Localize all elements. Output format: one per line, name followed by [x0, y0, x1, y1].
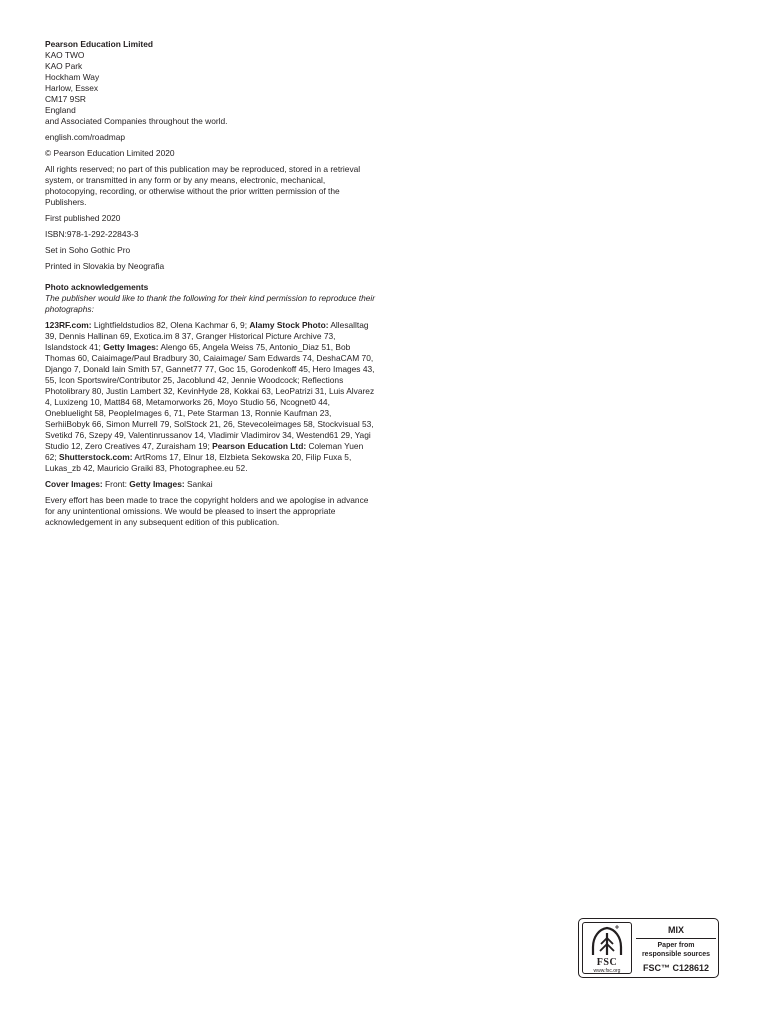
address-line: KAO Park [45, 61, 83, 71]
fsc-paper-source [636, 942, 716, 959]
credit-text: ArtRoms 17, Elnur 18, Elzbieta Sekowska 20, Filip Fuxa 5, Lukas_zb 42, Mauricio Graiki 83, Photographee.eu 52. [45, 452, 352, 473]
photo-ack-heading: Photo acknowledgements [45, 282, 149, 292]
agency-name: Shutterstock.com: [58, 452, 133, 462]
fsc-paper-line: responsible sources [641, 950, 711, 958]
fsc-paper-line: Paper from [657, 942, 695, 949]
fsc-mix-label: MIX [667, 925, 684, 935]
address-line: Harlow, Essex [45, 83, 99, 93]
copyright-line: © Pearson Education Limited 2020 [45, 148, 175, 158]
agency-name: 123RF.com: [45, 320, 92, 330]
agency-name: Getty Images: [129, 479, 185, 489]
printer-note: Printed in Slovakia by Neografia [45, 261, 165, 271]
rights-statement: All rights reserved; no part of this publication may be reproduced, stored in a retrieval system, or transmitted in any form or by any means, electronic, mechanical, photocopying, recording, or otherwise without the prior written permission of the Publishers. [45, 164, 361, 207]
credit-text: Lightfieldstudios 82, Olena Kachmar 6, 9; [91, 320, 250, 330]
fsc-logo-box [582, 922, 632, 974]
fsc-license-code: FSC™ C128612 [642, 963, 710, 973]
fsc-divider [636, 938, 716, 939]
address-line: England [45, 105, 76, 115]
publisher-address [45, 39, 377, 127]
address-line: CM17 9SR [45, 94, 86, 104]
photo-ack-intro: The publisher would like to thank the following for their kind permission to reproduce their photographs: [45, 293, 376, 314]
agency-name: Pearson Education Ltd: [212, 441, 307, 451]
fsc-certification-logo [578, 918, 719, 978]
credit-text: Allesalltag 39, Dennis Hallinan 69, Exotica.im 8 37, Granger Historical Picture Archive 73, Islandstock 41; [45, 320, 369, 352]
website-link[interactable]: english.com/roadmap [45, 132, 126, 142]
imprint-column [45, 39, 377, 528]
fsc-tree-icon [589, 925, 625, 957]
isbn: ISBN:978-1-292-22843-3 [45, 229, 139, 239]
credit-text: Coleman Yuen 62; [45, 441, 364, 462]
publisher-name: Pearson Education Limited [45, 39, 153, 49]
cover-front: Front: [102, 479, 130, 489]
agency-name: Getty Images: [103, 342, 159, 352]
address-line: Hockham Way [45, 72, 100, 82]
credit-text: Alengo 65, Angela Weiss 75, Antonio_Diaz 51, Bob Thomas 60, Caiaimage/Paul Bradbury 30, Caiaimage/ Sam Edwards 74, DeshaCAM 70, Django 7, Donald Iain Smith 57, Gannet77 77, Goc 15, Gorodenkoff 45, Hero Images 43, 55, Icon Sportswire/Contributor 25, Jacoblund 42, Jennie Woodcock; Reflections Photolibrary 80, Justin Lambert 32, KevinHyde 28, Kokkai 63, LeoPatrizi 31, Luis Alvarez 4, Luxizeng 10, Matt84 68, Metamorworks 26, Moyo Studio 56, Ncognet0 44, Onebluelight 58, PeopleImages 6, 71, Pete Starman 13, Ronnie Kaufman 23, SerhiiBobyk 66, Simon Murrell 79, SolStock 21, 26, Stevecoleimages 58, Stockvisual 53, Svetikd 76, Szepy 49, Valentinrussanov 14, Vladimir Vladimirov 34, Westend61 29, Yagi Studio 12, Zero Creatives 47, Zuraisham 19; [45, 342, 375, 451]
address-line: KAO TWO [45, 50, 85, 60]
agency-name: Alamy Stock Photo: [249, 320, 329, 330]
typeface-note: Set in Soho Gothic Pro [45, 245, 131, 255]
cover-label: Cover Images: [45, 479, 103, 489]
first-published: First published 2020 [45, 213, 121, 223]
associated-companies: and Associated Companies throughout the world. [45, 116, 228, 126]
effort-statement: Every effort has been made to trace the copyright holders and we apologise in advance for any unintentional omissions. We would be pleased to insert the appropriate acknowledgement in any subsequent edition of this publication. [45, 495, 369, 527]
fsc-url: www.fsc.org [593, 968, 621, 974]
cover-images-credit [45, 479, 377, 490]
photo-credits [45, 320, 377, 474]
fsc-wordmark: FSC [596, 957, 618, 968]
credit-text: Sankai [184, 479, 213, 489]
